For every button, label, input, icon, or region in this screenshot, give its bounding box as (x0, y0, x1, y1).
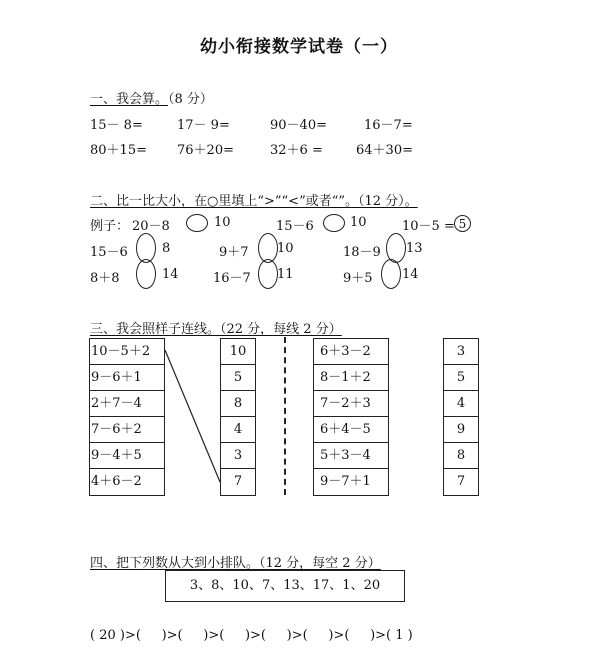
section4-heading: 四、把下列数从大到小排队。（12 分，每空 2 分） (90, 556, 381, 571)
compare-left: 9＋5 (343, 271, 373, 286)
answer-cell[interactable]: 10 (221, 339, 255, 365)
compare-left: 16－7 (213, 271, 251, 286)
answer-cell[interactable]: 7 (456, 474, 466, 489)
answer-cell[interactable]: 5 (444, 365, 478, 391)
answer-cell[interactable]: 9 (444, 417, 478, 443)
answer-cell[interactable]: 8 (444, 443, 478, 469)
answer-cell[interactable]: 3 (444, 339, 478, 365)
expression-cell[interactable]: 6＋4－5 (314, 417, 388, 443)
answer-column-1 (220, 338, 256, 496)
example-answer-circle: 5 (454, 215, 471, 232)
example-left: 20－8 (132, 219, 170, 234)
numbers-list: 3、8、10、7、13、17、1、20 (189, 578, 381, 593)
numbers-box (165, 570, 405, 602)
compare-right: 10 (277, 241, 294, 256)
compare-left: 18－9 (343, 245, 381, 260)
answer-cell[interactable]: 7 (233, 474, 243, 489)
expression-cell[interactable]: 9－7＋1 (320, 474, 371, 489)
expression-cell[interactable]: 7－2＋3 (314, 391, 388, 417)
section1-score: （8 分） (168, 92, 213, 107)
section1-cell: 17－ 9= (177, 118, 230, 133)
answer-cell[interactable]: 5 (221, 365, 255, 391)
answer-cell[interactable]: 3 (221, 443, 255, 469)
section1-cell: 15－ 8= (90, 118, 143, 133)
answer-cell[interactable]: 4 (221, 417, 255, 443)
answer-cell[interactable]: 4 (444, 391, 478, 417)
section1-cell: 76＋20= (177, 143, 234, 158)
section1-title: 一、我会算。 (90, 92, 169, 107)
compare-right: 13 (406, 241, 423, 256)
example-left: 15－6 (276, 219, 314, 234)
expression-cell[interactable]: 7－6＋2 (90, 417, 164, 443)
section1-cell: 16－7= (364, 118, 413, 133)
section2-heading: 二、比一比大小，在○里填上“>”“<”或者“”。（12 分）。 (90, 194, 418, 209)
compare-left: 15－6 (90, 245, 128, 260)
expression-cell[interactable]: 9－6＋1 (90, 365, 164, 391)
section1-cell: 64＋30= (356, 143, 413, 158)
expression-column-2 (313, 338, 389, 496)
compare-right: 14 (162, 267, 179, 282)
section1-cell: 80＋15= (90, 143, 147, 158)
answer-column-2 (443, 338, 479, 496)
section3-heading: 三、我会照样子连线。（22 分，每线 2 分） (90, 322, 342, 337)
example-right: 10 (214, 215, 231, 230)
compare-right: 14 (402, 267, 419, 282)
example-label: 例子： (90, 219, 130, 234)
compare-left: 8＋8 (90, 271, 120, 286)
divider-dashed (284, 337, 286, 495)
example-left: 10－5 = (402, 219, 455, 234)
expression-cell[interactable]: 8－1＋2 (314, 365, 388, 391)
page-title: 幼小衔接数学试卷（一） (200, 37, 398, 57)
expression-cell[interactable]: 4＋6－2 (91, 474, 142, 489)
compare-right: 8 (162, 241, 171, 256)
answer-line[interactable]: ( 20 )>( )>( )>( )>( )>( )>( )>( 1 ) (90, 628, 413, 643)
compare-right: 11 (277, 267, 294, 282)
expression-cell[interactable]: 9－4＋5 (90, 443, 164, 469)
answer-cell[interactable]: 8 (221, 391, 255, 417)
expression-cell[interactable]: 2＋7－4 (90, 391, 164, 417)
expression-cell[interactable]: 6＋3－2 (314, 339, 388, 365)
expression-cell[interactable]: 10－5＋2 (90, 339, 164, 365)
expression-cell[interactable]: 5＋3－4 (314, 443, 388, 469)
section1-cell: 90－40= (270, 118, 327, 133)
example-right: 10 (350, 215, 367, 230)
compare-left: 9＋7 (219, 245, 249, 260)
section1-cell: 32＋6 = (270, 143, 323, 158)
